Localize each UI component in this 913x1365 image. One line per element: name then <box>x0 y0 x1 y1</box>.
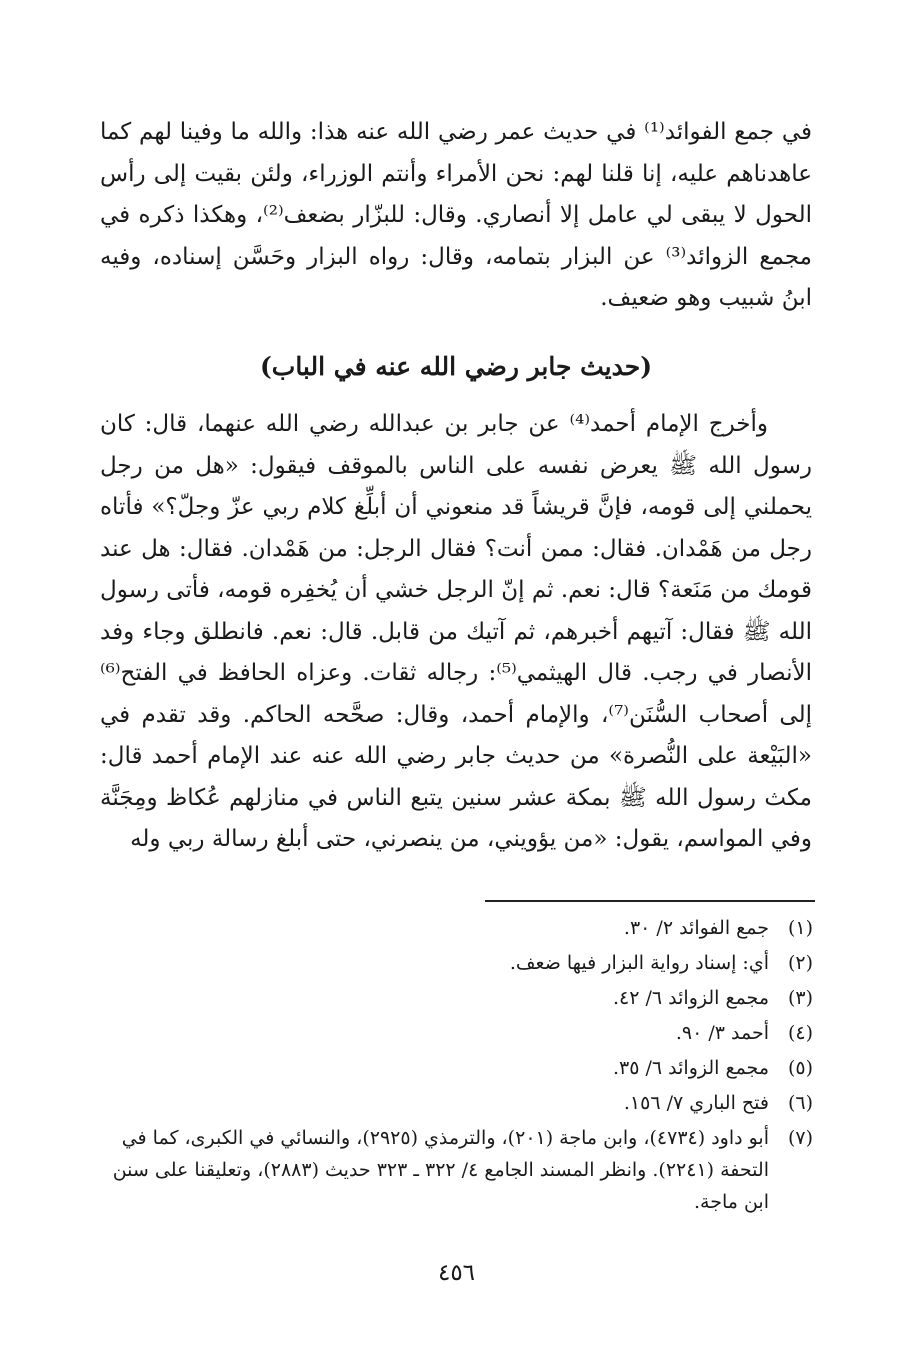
body-paragraph-2 <box>100 404 812 861</box>
footnote-item <box>101 1052 813 1084</box>
footnote-item <box>101 1087 813 1119</box>
paragraph-text: وأخرج الإمام أحمد⁽⁴⁾ عن جابر بن عبدالله رضي الله عنهما، قال: كان رسول الله ﷺ يعرض نفسه على الناس بالموقف فيقول: «هل من رجل يحملني إلى قومه، فإنَّ قريشاً قد منعوني أن أبلِّغ كلام ربي عزّ وجلّ؟» فأتاه رجل من هَمْدان. فقال: ممن أنت؟ فقال الرجل: من هَمْدان. فقال: هل عند قومك من مَنَعة؟ قال: نعم. ثم إنّ الرجل خشي أن يُخفِره قومه، فأتى رسول الله ﷺ فقال: آتيهم أخبرهم، ثم آتيك من قابل. قال: نعم. فانطلق وجاء وفد الأنصار في رجب. قال الهيثمي⁽⁵⁾: رجاله ثقات. وعزاه الحافظ في الفتح⁽⁶⁾ إلى أصحاب السُّنَن⁽⁷⁾، والإمام أحمد، وقال: صحَّحه الحاكم. وقد تقدم في «البَيْعة على النُّصرة» من حديث جابر رضي الله عنه عند الإمام أحمد قال: مكث رسول الله ﷺ بمكة عشر سنين يتبع الناس في منازلهم عُكاظ ومِجَنَّة وفي المواسم، يقول: «من يؤويني، من ينصرني، حتى أبلغ رسالة ربي وله <box>100 411 812 852</box>
footnote-text: أي: إسناد رواية البزار فيها ضعف. <box>509 952 769 974</box>
footnote-number: (٣) <box>787 987 813 1009</box>
footnote-number: (٥) <box>787 1057 813 1079</box>
section-heading: (حديث جابر رضي الله عنه في الباب) <box>259 352 653 381</box>
footnote-number: (٧) <box>787 1127 813 1149</box>
footnote-item <box>101 1017 813 1049</box>
footnote-number: (٤) <box>787 1022 813 1044</box>
footnote-number: (٢) <box>787 952 813 974</box>
body-paragraph-1 <box>100 112 812 320</box>
footnote-number: (٦) <box>787 1092 813 1114</box>
footnote-text: جمع الفوائد ٢/ ٣٠. <box>623 917 769 939</box>
footnote-text: أحمد ٣/ ٩٠. <box>675 1022 769 1044</box>
footnote-item <box>101 912 813 944</box>
footnote-item <box>101 982 813 1014</box>
footnote-text: مجمع الزوائد ٦/ ٤٢. <box>612 987 769 1009</box>
footnote-number: (١) <box>787 917 813 939</box>
footnote-text: فتح الباري ٧/ ١٥٦. <box>623 1092 769 1114</box>
footnote-separator <box>485 900 815 902</box>
footnote-item <box>101 947 813 979</box>
page-number: ٤٥٦ <box>437 1260 476 1286</box>
footnotes-list <box>101 912 813 1221</box>
footnote-item <box>101 1122 813 1218</box>
footnote-text: مجمع الزوائد ٦/ ٣٥. <box>612 1057 769 1079</box>
footnote-text: أبو داود (٤٧٣٤)، وابن ماجة (٢٠١)، والترمذي (٢٩٢٥)، والنسائي في الكبرى، كما في التحفة (٢٢٤١). وانظر المسند الجامع ٤/ ٣٢٢ ـ ٣٢٣ حديث (٢٨٨٣)، وتعليقنا على سنن ابن ماجة. <box>112 1127 769 1213</box>
paragraph-text: في جمع الفوائد⁽¹⁾ في حديث عمر رضي الله عنه هذا: والله ما وفينا لهم كما عاهدناهم عليه، إنا قلنا لهم: نحن الأمراء وأنتم الوزراء، ولئن بقيت إلى رأس الحول لا يبقى لي عامل إلا أنصاري. وقال: للبزّار بضعف⁽²⁾، وهكذا ذكره في مجمع الزوائد⁽³⁾ عن البزار بتمامه، وقال: رواه البزار وحَسَّن إسناده، وفيه ابنُ شبيب وهو ضعيف. <box>100 119 812 311</box>
